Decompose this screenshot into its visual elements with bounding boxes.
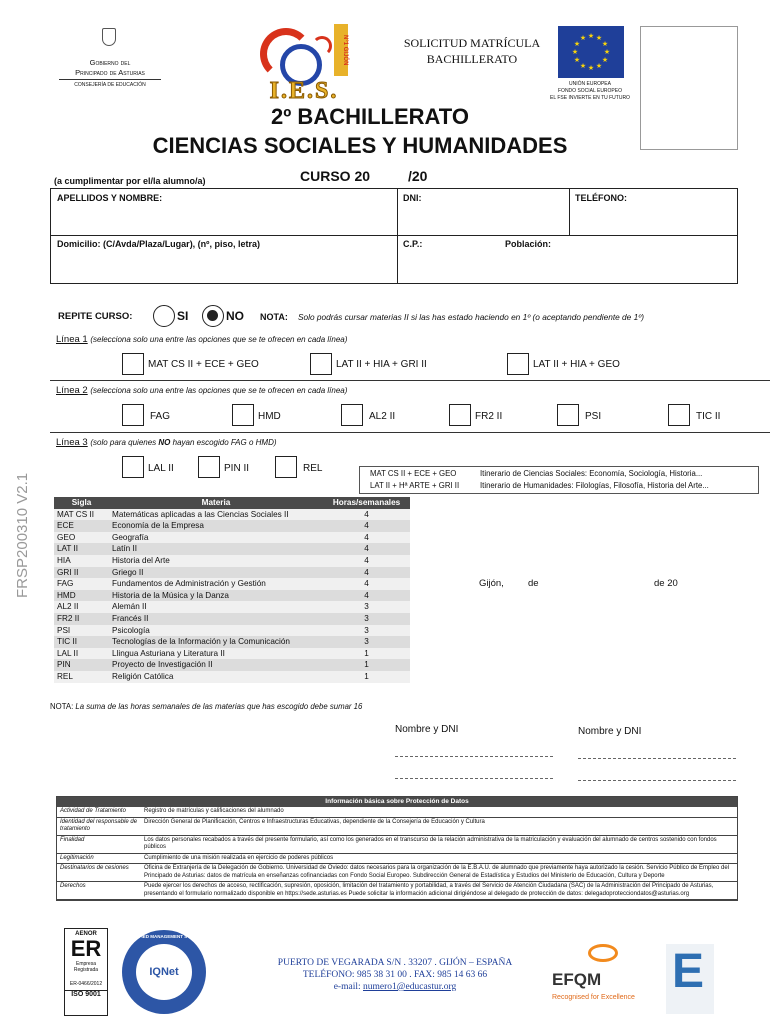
apellidos-field[interactable]: APELLIDOS Y NOMBRE:	[57, 193, 163, 203]
gov-line-2: Principado de Asturias	[75, 68, 145, 77]
form-title-2: BACHILLERATO	[426, 52, 518, 66]
eu-line-2: FONDO SOCIAL EUROPEO	[558, 88, 622, 94]
linea2-option-fr2-checkbox[interactable]	[449, 404, 471, 426]
table-note	[50, 702, 362, 711]
footer-email	[210, 982, 580, 992]
table-cell-horas: 1	[323, 648, 410, 660]
signature-2-line-2[interactable]	[578, 780, 736, 781]
svg-text:★: ★	[603, 49, 611, 56]
table-row	[54, 532, 410, 544]
table-note-text: La suma de las horas semanales de las materias que has escogido debe sumar 16	[75, 702, 363, 711]
logo-ies-text: I.E.S.	[269, 78, 339, 104]
cp-field[interactable]: C.P.:	[403, 239, 423, 249]
signature-1-line-2[interactable]	[395, 778, 553, 779]
table-cell-sigla: REL	[54, 671, 109, 683]
table-cell-sigla: LAL II	[54, 648, 109, 660]
table-cell-horas: 3	[323, 601, 410, 613]
aenor-text: AENOR	[75, 931, 97, 937]
svg-text:★: ★	[587, 65, 595, 72]
repite-nota-label: NOTA:	[260, 312, 288, 322]
dni-field[interactable]: DNI:	[403, 193, 422, 203]
gov-line-3: CONSEJERÍA DE EDUCACIÓN	[74, 82, 146, 88]
linea3-option-rel-checkbox[interactable]	[275, 456, 297, 478]
table-header-sigla: Sigla	[54, 497, 109, 509]
svg-text:★: ★	[595, 35, 603, 42]
table-cell-sigla: LAT II	[54, 543, 109, 555]
linea-3-hint-no: NO	[158, 438, 171, 447]
table-header-materia: Materia	[109, 497, 323, 509]
data-protection-row	[57, 853, 737, 864]
subjects-table	[54, 497, 410, 683]
radio-dot-icon	[207, 310, 218, 321]
linea-1-title: Línea 1	[56, 334, 88, 345]
svg-text:★: ★	[573, 57, 581, 64]
fill-note: (a cumplimentar por el/la alumno/a)	[54, 176, 206, 186]
table-header-horas: Horas/semanales	[323, 497, 410, 509]
data-protection-key: Destinatarios de cesiones	[57, 864, 141, 882]
table-cell-materia: Historia del Arte	[109, 555, 323, 567]
logo-signal-icon	[312, 36, 332, 56]
table-cell-horas: 4	[323, 578, 410, 590]
linea-3-title: Línea 3	[56, 437, 88, 448]
table-header-row	[54, 497, 410, 509]
table-cell-sigla: MAT CS II	[54, 509, 109, 521]
data-protection-row	[57, 807, 737, 817]
signature-1-line-1[interactable]	[395, 756, 553, 757]
table-cell-materia: Economía de la Empresa	[109, 520, 323, 532]
eu-line-3: EL FSE INVIERTE EN TU FUTURO	[550, 95, 630, 101]
table-cell-horas: 1	[323, 659, 410, 671]
itinerario-desc-2: Itinerario de Humanidades: Filologías, Filosofía, Historia del Arte...	[480, 481, 709, 490]
data-protection-row	[57, 864, 737, 882]
eu-line-1: UNIÓN EUROPEA	[569, 81, 611, 87]
svg-text:★: ★	[579, 35, 587, 42]
form-title-1: SOLICITUD MATRÍCULA	[403, 36, 541, 50]
iqnet-text: IQNet	[149, 966, 179, 978]
date-de-1: de	[528, 578, 539, 589]
page-title-line-2: CIENCIAS SOCIALES Y HUMANIDADES	[152, 133, 568, 158]
poblacion-field[interactable]: Población:	[505, 239, 552, 249]
table-cell-materia: Alemán II	[109, 601, 323, 613]
itinerario-code-1: MAT CS II + ECE + GEO	[370, 469, 457, 478]
table-cell-sigla: HMD	[54, 590, 109, 602]
table-cell-sigla: PSI	[54, 625, 109, 637]
table-cell-materia: Proyecto de Investigación II	[109, 659, 323, 671]
linea2-option-fr2-label: FR2 II	[475, 411, 503, 422]
table-cell-sigla: FR2 II	[54, 613, 109, 625]
date-de-2: de 20	[654, 578, 678, 589]
linea1-option-1-checkbox[interactable]	[122, 353, 144, 375]
signature-2-label: Nombre y DNI	[578, 726, 642, 737]
logo-side-text: N°1 GIJÓN	[334, 24, 348, 76]
linea3-option-pin-checkbox[interactable]	[198, 456, 220, 478]
domicilio-field[interactable]: Domicilio: (C/Avda/Plaza/Lugar), (nº, piso, letra)	[57, 239, 260, 249]
e-letter: E	[672, 945, 705, 998]
data-protection-key: Derechos	[57, 882, 141, 900]
table-row	[54, 671, 410, 683]
data-protection-value: Registro de matrículas y calificaciones del alumnado	[141, 807, 737, 817]
linea2-option-psi-checkbox[interactable]	[557, 404, 579, 426]
data-protection-key: Finalidad	[57, 835, 141, 853]
er-sub-1: Empresa	[75, 961, 96, 967]
page-title-line-1: 2º BACHILLERATO	[271, 104, 469, 129]
efqm-sub-text: Recognised for Excellence	[552, 994, 635, 1001]
data-protection-value: Cumplimiento de una misión realizada en ejercicio de poderes públicos	[141, 853, 737, 864]
repite-label: REPITE CURSO:	[58, 311, 133, 322]
linea3-option-lal-label: LAL II	[148, 463, 174, 474]
table-cell-horas: 4	[323, 555, 410, 567]
table-row	[54, 578, 410, 590]
data-protection-key: Actividad de Tratamiento	[57, 807, 141, 817]
curso-label: CURSO 20	[300, 168, 371, 184]
eu-flag	[558, 26, 624, 78]
linea-2-heading	[56, 385, 347, 396]
table-row	[54, 636, 410, 648]
linea1-option-2-label: LAT II + HIA + GRI II	[336, 359, 427, 370]
linea-3-heading	[56, 437, 277, 448]
svg-text:★: ★	[601, 57, 609, 64]
school-logo	[254, 22, 364, 102]
iso-text: ISO 9001	[65, 990, 107, 998]
gov-line-1: Gobierno del	[89, 58, 131, 67]
table-row	[54, 520, 410, 532]
table-row	[54, 613, 410, 625]
linea-2-title: Línea 2	[56, 385, 88, 396]
footer-email-label: e-mail:	[333, 982, 363, 992]
table-cell-materia: Psicología	[109, 625, 323, 637]
linea1-option-2-checkbox[interactable]	[310, 353, 332, 375]
linea-1-hint: (selecciona solo una entre las opciones que se te ofrecen en cada línea)	[90, 335, 348, 344]
table-cell-horas: 4	[323, 543, 410, 555]
table-cell-materia: Latín II	[109, 543, 323, 555]
linea2-option-hmd-label: HMD	[258, 411, 281, 422]
table-row	[54, 625, 410, 637]
asturias-government-logo	[55, 28, 165, 92]
er-text: ER	[70, 936, 102, 961]
svg-text:★: ★	[579, 63, 587, 70]
itinerario-code-2: LAT II + Hª ARTE + GRI II	[370, 481, 460, 490]
table-row	[54, 567, 410, 579]
table-cell-materia: Francés II	[109, 613, 323, 625]
date-city: Gijón,	[479, 578, 504, 589]
linea2-option-psi-label: PSI	[585, 411, 602, 422]
curso-separator: /20	[408, 168, 428, 184]
efqm-text: EFQM	[552, 970, 602, 989]
data-protection-value: Dirección General de Planificación, Centros e Infraestructuras Educativas, dependiente de la Consejería de Educación y Cultura	[141, 817, 737, 835]
footer-email-link[interactable]: numero1@educastur.org	[363, 982, 457, 992]
data-protection-row	[57, 835, 737, 853]
table-cell-materia: Llingua Asturiana y Literatura II	[109, 648, 323, 660]
table-cell-sigla: HIA	[54, 555, 109, 567]
telefono-field[interactable]: TELÉFONO:	[575, 193, 627, 203]
coat-of-arms-icon	[102, 28, 116, 46]
divider	[50, 432, 770, 433]
linea2-option-tic-checkbox[interactable]	[668, 404, 690, 426]
table-cell-horas: 4	[323, 520, 410, 532]
side-document-code: FRSP200310 V2.1	[14, 472, 31, 598]
table-cell-horas: 3	[323, 625, 410, 637]
itinerarios-box	[359, 466, 759, 494]
photo-box[interactable]	[640, 26, 738, 150]
table-row	[54, 555, 410, 567]
table-row	[54, 543, 410, 555]
linea-2-hint: (selecciona solo una entre las opciones que se te ofrecen en cada línea)	[90, 386, 348, 395]
table-cell-sigla: FAG	[54, 578, 109, 590]
excellence-e-logo	[666, 944, 714, 1014]
linea3-option-pin-label: PIN II	[224, 463, 250, 474]
linea2-option-fag-label: FAG	[150, 411, 171, 422]
data-protection-table	[57, 807, 737, 900]
table-cell-sigla: ECE	[54, 520, 109, 532]
data-protection-value: Oficina de Extranjería de la Delegación de Gobierno. Universidad de Oviedo: datos necesarios para la organización de la E.B.A.U. de alumnado que previamente haya autorizado la cesión. Servicio Público de Empleo del Principado de Asturias: datos de matrícula en enseñanzas cofinanciadas con Fondo Social Europeo. Subdirección General de Estadística y Estudios del Ministerio de Educación, Cultura y Deporte	[141, 864, 737, 882]
table-cell-sigla: GEO	[54, 532, 109, 544]
linea3-option-lal-checkbox[interactable]	[122, 456, 144, 478]
linea3-option-rel-label: REL	[303, 463, 323, 474]
svg-text:★: ★	[573, 41, 581, 48]
itinerario-desc-1: Itinerario de Ciencias Sociales: Economía, Sociología, Historia...	[480, 469, 703, 478]
table-row	[54, 601, 410, 613]
eu-stars-icon	[558, 26, 624, 78]
signature-2-line-1[interactable]	[578, 758, 736, 759]
table-cell-sigla: GRI II	[54, 567, 109, 579]
repite-nota-text: Solo podrás cursar materias II si las has estado haciendo en 1º (o aceptando pendiente de 1º)	[298, 312, 644, 322]
linea2-option-fag-checkbox[interactable]	[122, 404, 144, 426]
table-cell-materia: Religión Católica	[109, 671, 323, 683]
data-protection-box	[56, 796, 738, 901]
aenor-logo	[64, 928, 108, 1016]
table-cell-horas: 1	[323, 671, 410, 683]
table-cell-materia: Griego II	[109, 567, 323, 579]
er-sub-2: Registrada	[73, 967, 99, 973]
linea1-option-3-label: LAT II + HIA + GEO	[533, 359, 620, 370]
table-cell-horas: 4	[323, 532, 410, 544]
linea2-option-hmd-checkbox[interactable]	[232, 404, 254, 426]
iqnet-logo	[122, 930, 206, 1014]
linea-3-hint-b: hayan escogido FAG o HMD)	[170, 438, 277, 447]
table-cell-materia: Geografía	[109, 532, 323, 544]
data-protection-key: Legitimación	[57, 853, 141, 864]
data-protection-value: Puede ejercer los derechos de acceso, rectificación, supresión, oposición, limitación del tratamiento y portabilidad, a través del Servicio de Atención Ciudadana (SAC) de la Administración del Principado de Asturias, presentando el formulario normalizado disponible en https://sede.asturias.es Puede solicitar la información adicional dirigiéndose al delegado de protección de datos: delegadoprotecciondatos@asturias.org	[141, 882, 737, 900]
efqm-logo	[548, 944, 658, 1010]
linea2-option-al2-label: AL2 II	[369, 411, 396, 422]
svg-text:★: ★	[587, 33, 595, 40]
table-row	[54, 509, 410, 521]
footer-phone: TELÉFONO: 985 38 31 00 . FAX: 985 14 63 66	[302, 970, 488, 980]
svg-text:★: ★	[601, 41, 609, 48]
table-row	[54, 659, 410, 671]
data-protection-value: Los datos personales recabados a través del presente formulario, así como los generados en el transcurso de la relación administrativa de la matriculación y evaluación del alumnado de centros sostenido con fondos públicos	[141, 835, 737, 853]
linea-1-heading	[56, 334, 347, 345]
personal-data-grid	[50, 188, 738, 284]
linea1-option-3-checkbox[interactable]	[507, 353, 529, 375]
signature-1-label: Nombre y DNI	[395, 724, 459, 735]
linea-3-hint-a: (solo para quienes	[90, 438, 159, 447]
table-note-label: NOTA:	[50, 702, 74, 711]
divider	[50, 380, 770, 381]
svg-text:★: ★	[595, 63, 603, 70]
table-cell-horas: 4	[323, 590, 410, 602]
table-cell-horas: 3	[323, 636, 410, 648]
efqm-swoosh-icon	[588, 944, 618, 962]
data-protection-key: Identidad del responsable de tratamiento	[57, 817, 141, 835]
svg-text:★: ★	[571, 49, 579, 56]
linea2-option-al2-checkbox[interactable]	[341, 404, 363, 426]
table-cell-materia: Matemáticas aplicadas a las Ciencias Sociales II	[109, 509, 323, 521]
table-cell-sigla: TIC II	[54, 636, 109, 648]
table-cell-materia: Fundamentos de Administración y Gestión	[109, 578, 323, 590]
table-cell-materia: Tecnologías de la Información y la Comunicación	[109, 636, 323, 648]
linea2-option-tic-label: TIC II	[696, 411, 721, 422]
footer-address: PUERTO DE VEGARADA S/N . 33207 . GIJÓN – ESPAÑA	[277, 958, 513, 968]
repite-no-radio[interactable]	[202, 305, 224, 327]
table-cell-horas: 3	[323, 613, 410, 625]
table-cell-sigla: AL2 II	[54, 601, 109, 613]
data-protection-title: Información básica sobre Protección de Datos	[57, 797, 737, 807]
table-cell-sigla: PIN	[54, 659, 109, 671]
table-row	[54, 648, 410, 660]
data-protection-row	[57, 882, 737, 900]
table-row	[54, 590, 410, 602]
repite-si-radio[interactable]	[153, 305, 175, 327]
linea1-option-1-label: MAT CS II + ECE + GEO	[148, 359, 259, 370]
repite-si-label: SI	[177, 309, 189, 323]
er-code: ER-0466/2012	[69, 981, 103, 987]
table-cell-materia: Historia de la Música y la Danza	[109, 590, 323, 602]
iqnet-certified-text: CERTIFIED MANAGEMENT SYSTEM	[125, 934, 203, 939]
table-cell-horas: 4	[323, 567, 410, 579]
repite-no-label: NO	[226, 309, 244, 323]
table-cell-horas: 4	[323, 509, 410, 521]
data-protection-row	[57, 817, 737, 835]
